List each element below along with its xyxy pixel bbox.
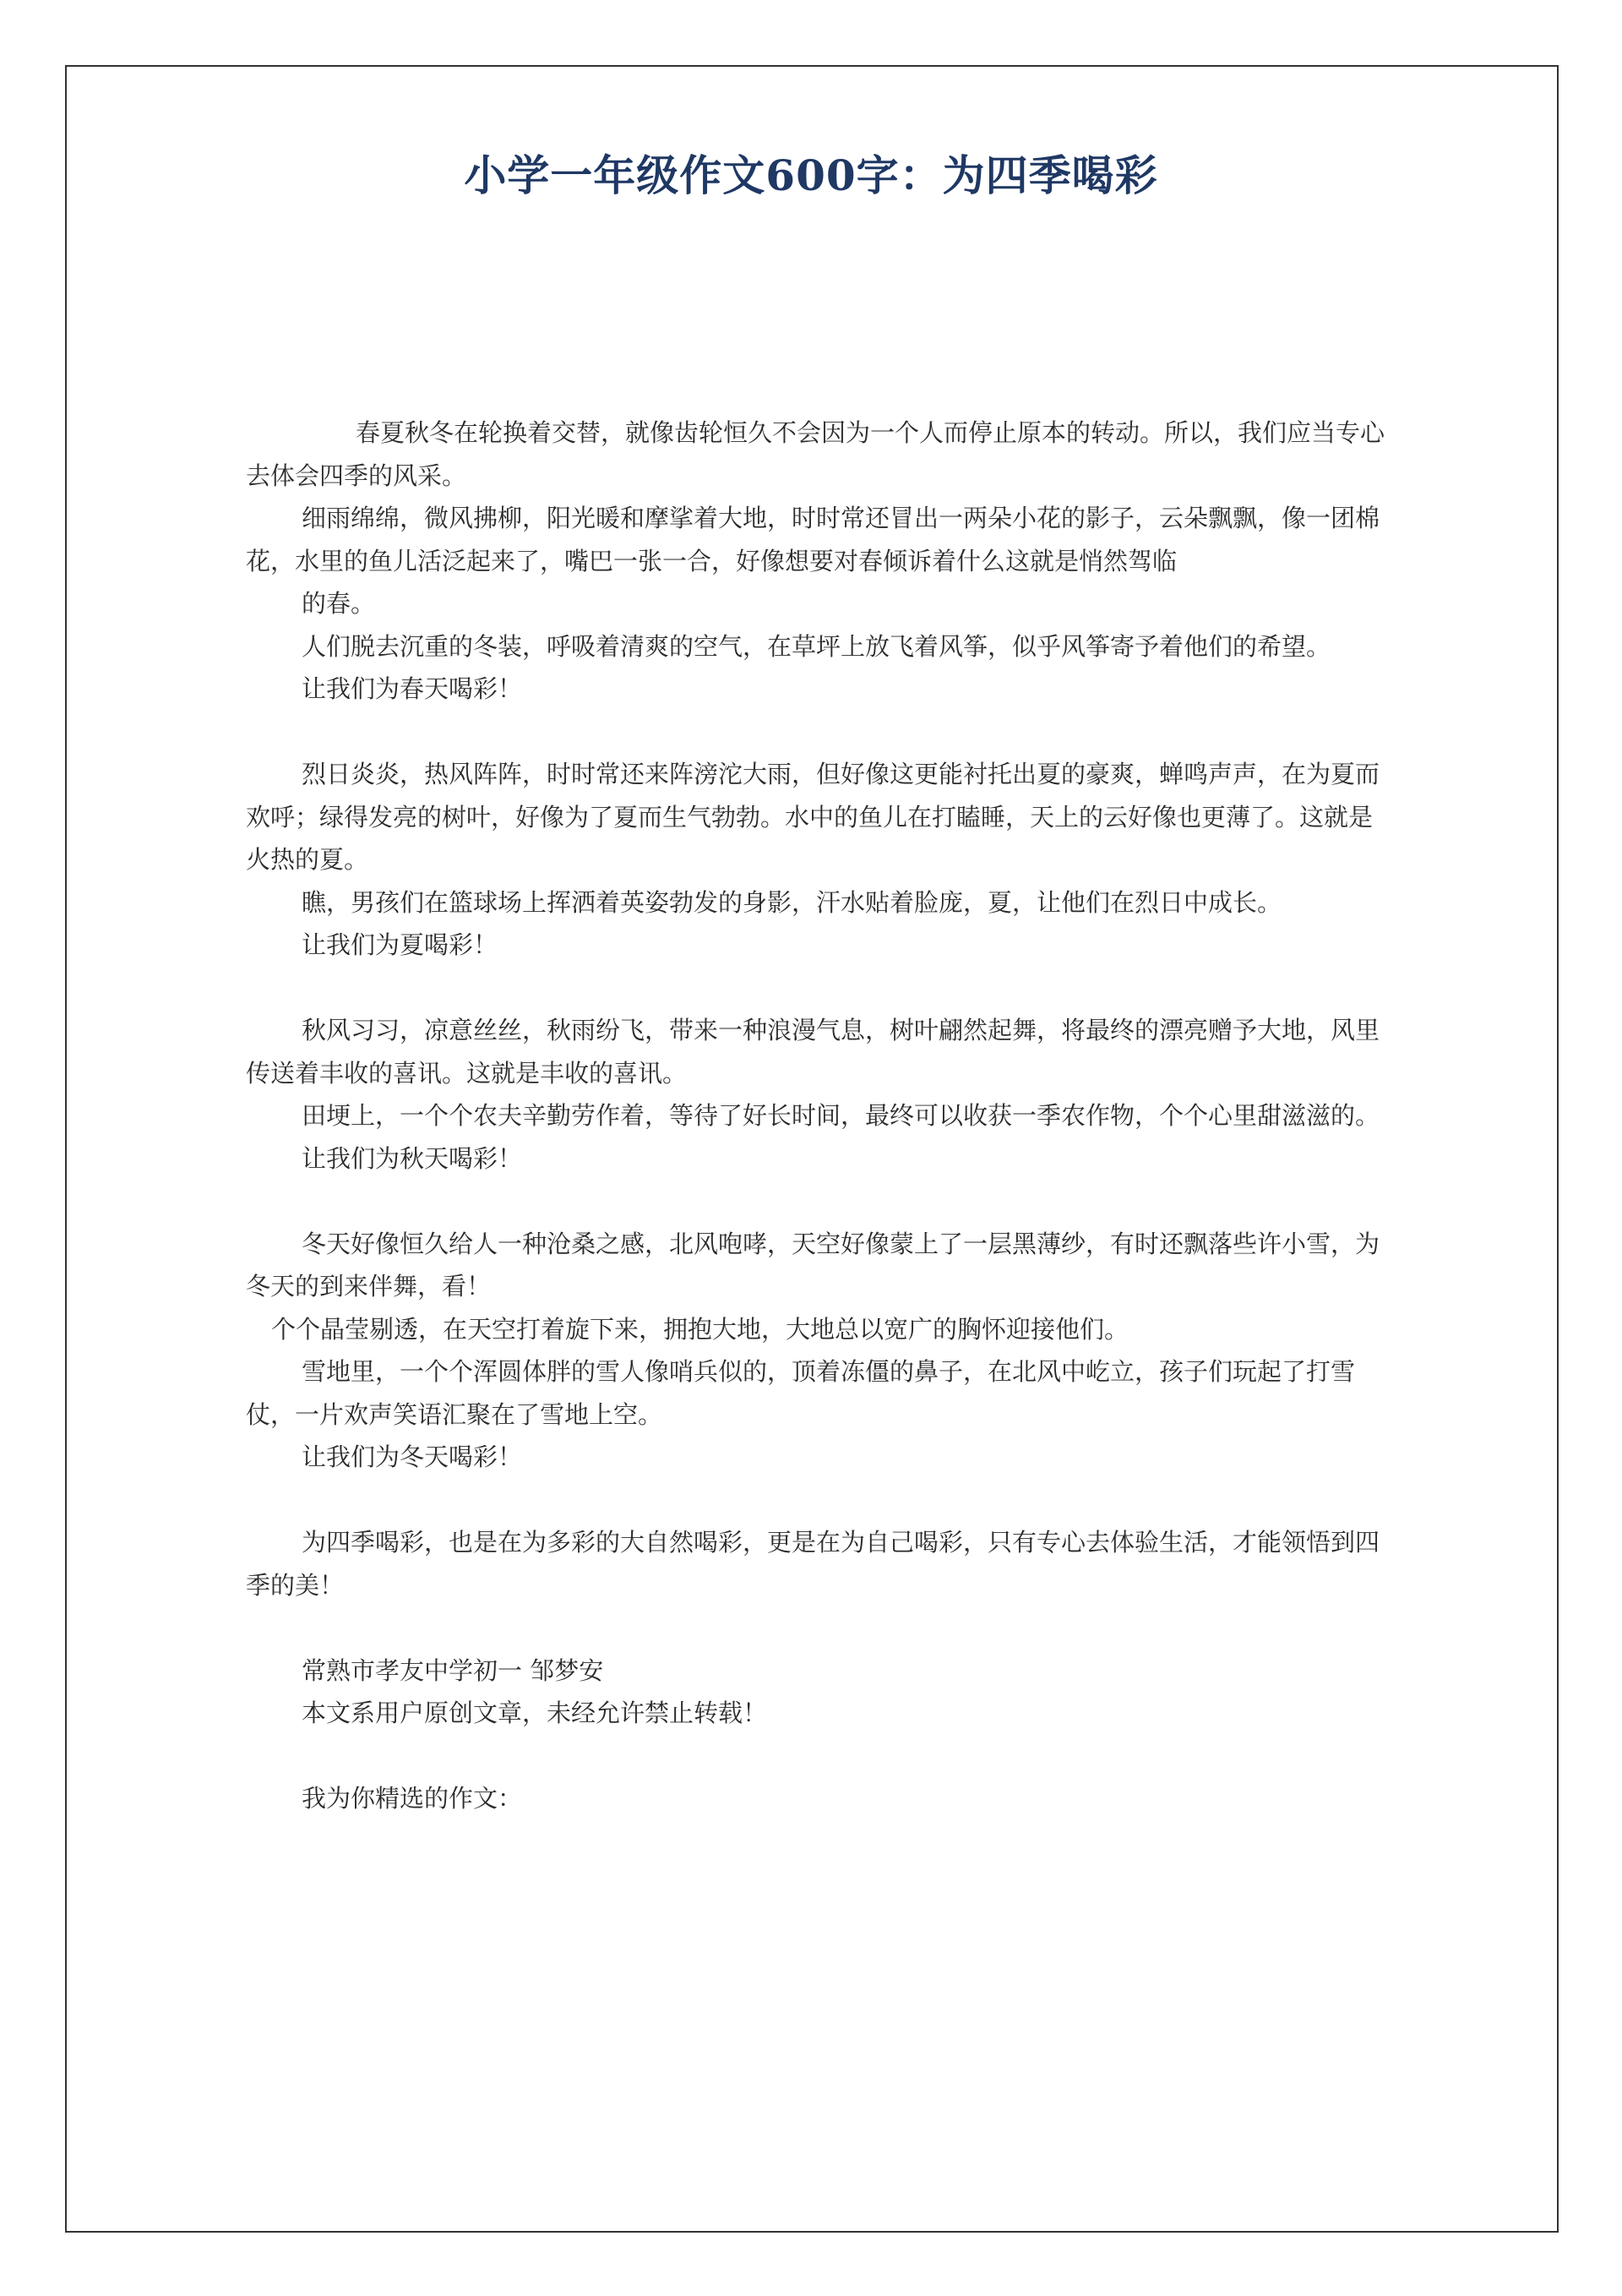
paragraph-winter-cheer: 让我们为冬天喝彩！: [302, 1442, 523, 1471]
paragraph-winter-2: 个个晶莹剔透，在天空打着旋下来，拥抱大地，大地总以宽广的胸怀迎接他们。: [271, 1314, 1129, 1344]
paragraph-conclusion: 为四季喝彩，也是在为多彩的大自然喝彩，更是在为自己喝彩，只有专心去体验生活，才能领悟到四季的美！: [246, 1528, 1380, 1600]
document-body: [246, 412, 1386, 1820]
section-gap: [246, 711, 1386, 754]
paragraph-spring-cheer: 让我们为春天喝彩！: [302, 674, 523, 703]
paragraph-spring-1-tail: 的春。: [302, 589, 376, 618]
paragraph-autumn-1: 秋风习习，凉意丝丝，秋雨纷飞，带来一种浪漫气息，树叶翩然起舞，将最终的漂亮赠予大地，风里传送着丰收的喜讯。这就是丰收的喜讯。: [246, 1016, 1380, 1088]
author-line: 常熟市孝友中学初一 邹梦安: [302, 1655, 604, 1685]
paragraph-summer-1: 烈日炎炎，热风阵阵，时时常还来阵滂沱大雨，但好像这更能衬托出夏的豪爽，蝉鸣声声，在为夏而欢呼；绿得发亮的树叶，好像为了夏而生气勃勃。水中的鱼儿在打瞌睡，天上的云好像也更薄了。这就是火热的夏。: [246, 760, 1380, 874]
section-gap: [246, 1606, 1386, 1650]
section-gap: [246, 1479, 1386, 1522]
section-gap: [246, 1180, 1386, 1223]
paragraph-spring-1: 细雨绵绵，微风拂柳，阳光暖和摩挲着大地，时时常还冒出一两朵小花的影子，云朵飘飘，像一团棉花，水里的鱼儿活泛起来了，嘴巴一张一合，好像想要对春倾诉着什么这就是悄然驾临: [246, 504, 1380, 575]
paragraph-intro: 春夏秋冬在轮换着交替，就像齿轮恒久不会因为一个人而停止原本的转动。所以，我们应当专心去体会四季的风采。: [246, 418, 1385, 490]
paragraph-summer-2: 瞧，男孩们在篮球场上挥洒着英姿勃发的身影，汗水贴着脸庞，夏，让他们在烈日中成长。: [302, 887, 1282, 917]
copyright-notice: 本文系用户原创文章，未经允许禁止转载！: [302, 1699, 768, 1727]
selected-essays-heading: 我为你精选的作文：: [302, 1784, 523, 1813]
section-gap: [246, 967, 1386, 1010]
paragraph-winter-3: 雪地里，一个个浑圆体胖的雪人像哨兵似的，顶着冻僵的鼻子，在北风中屹立，孩子们玩起了打雪仗，一片欢声笑语汇聚在了雪地上空。: [246, 1357, 1356, 1429]
paragraph-winter-1: 冬天好像恒久给人一种沧桑之感，北风咆哮，天空好像蒙上了一层黑薄纱，有时还飘落些许小雪，为冬天的到来伴舞，看！: [246, 1229, 1380, 1301]
paragraph-summer-cheer: 让我们为夏喝彩！: [302, 930, 498, 959]
section-gap: [246, 1735, 1386, 1778]
paragraph-autumn-2: 田埂上，一个个农夫辛勤劳作着，等待了好长时间，最终可以收获一季农作物，个个心里甜滋滋的。: [302, 1101, 1380, 1130]
paragraph-spring-2: 人们脱去沉重的冬装，呼吸着清爽的空气，在草坪上放飞着风筝，似乎风筝寄予着他们的希望。: [302, 631, 1331, 661]
paragraph-autumn-cheer: 让我们为秋天喝彩！: [302, 1143, 523, 1173]
document-title: 小学一年级作文600字：为四季喝彩: [464, 150, 1158, 200]
